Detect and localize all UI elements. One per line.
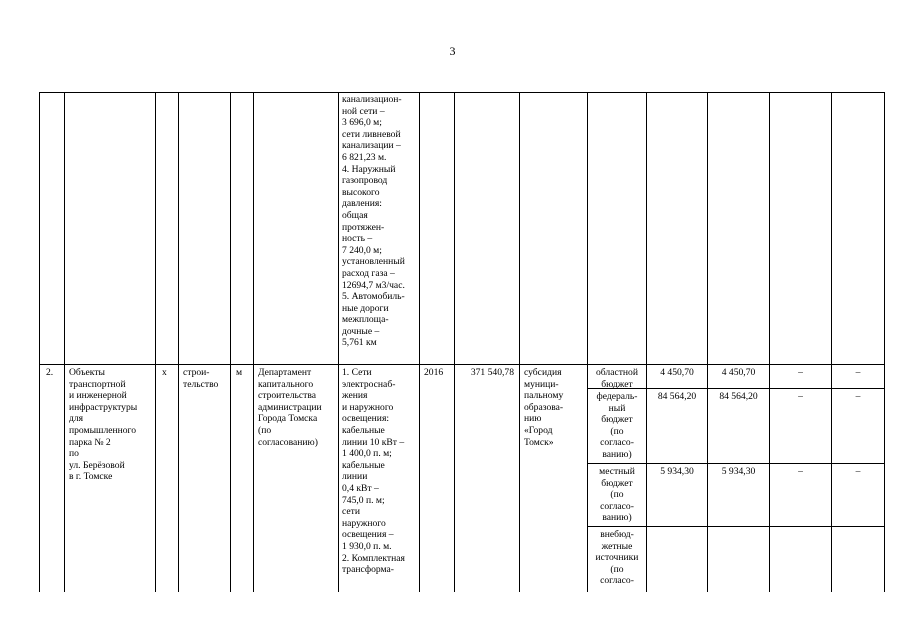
column-border	[519, 92, 520, 592]
source-name: внебюд- жетные источники (по согласо-	[595, 529, 639, 587]
column-border	[884, 92, 885, 592]
row2-number: 2.	[46, 367, 54, 378]
row2-x-mark: х	[162, 367, 167, 378]
row2-total-cost: 371 540,78	[470, 367, 514, 378]
row2-customer: Департамент капитального строительства администрации Города Томска (по согласованию)	[258, 367, 322, 448]
source-name: федераль- ный бюджет (по согласо- ванию)	[596, 391, 638, 460]
source-value: 84 564,20	[719, 391, 758, 402]
source-value: 5 934,30	[721, 466, 756, 477]
row2-characteristics: 1. Сети электроснаб- жения и наружного освещения: кабельные линии 10 кВт – 1 400,0 п. м; кабельные линии 0,4 кВт – 745,0 п. м; сети наружного освещения – 1 930,0 п. м. 2. Комплектная трансформа-	[342, 367, 405, 576]
source-value: 4 450,70	[721, 367, 756, 378]
column-border	[419, 92, 420, 592]
column-border	[338, 92, 339, 592]
column-border	[39, 92, 40, 592]
row-separator	[39, 364, 884, 365]
source-value: 84 564,20	[657, 391, 697, 402]
column-border	[178, 92, 179, 592]
row2-object-name: Объекты транспортной и инженерной инфраструктуры для промышленного парка № 2 по ул. Берёзовой в г. Томске	[69, 367, 138, 483]
source-value: –	[855, 466, 861, 477]
table-top-border	[39, 92, 884, 93]
row2-work-type: строи- тельство	[183, 367, 219, 390]
source-value: –	[855, 391, 861, 402]
page-number: 3	[449, 44, 456, 58]
column-border	[230, 92, 231, 592]
column-border	[454, 92, 455, 592]
row1-characteristics: канализацион- ной сети – 3 696,0 м; сети ливневой канализации – 6 821,23 м. 4. Наружный газопровод высокого давления: общая протяжен- ность – 7 240,0 м; установленный расход газа – 12694,7 м3/час. 5. Автомобиль- ные дороги межплоща- дочные – 5,761 км	[342, 94, 405, 349]
column-border	[64, 92, 65, 592]
source-value: –	[855, 367, 861, 378]
source-separator	[587, 463, 884, 464]
column-border	[646, 92, 647, 592]
row2-financing-form: субсидия муници- пальному образова- нию «Город Томск»	[524, 367, 564, 448]
row2-m-mark: м	[236, 367, 243, 378]
source-value: –	[798, 367, 803, 378]
source-value: 4 450,70	[660, 367, 694, 378]
source-value: –	[798, 391, 803, 402]
source-name: областной бюджет	[595, 367, 638, 390]
column-border	[155, 92, 156, 592]
row2-year: 2016	[424, 367, 444, 378]
column-border	[831, 92, 832, 592]
source-value: 5 934,30	[660, 466, 694, 477]
column-border	[707, 92, 708, 592]
source-name: местный бюджет (по согласо- ванию)	[599, 466, 635, 524]
source-separator	[587, 526, 884, 527]
column-border	[253, 92, 254, 592]
source-value: –	[798, 466, 803, 477]
column-border	[769, 92, 770, 592]
